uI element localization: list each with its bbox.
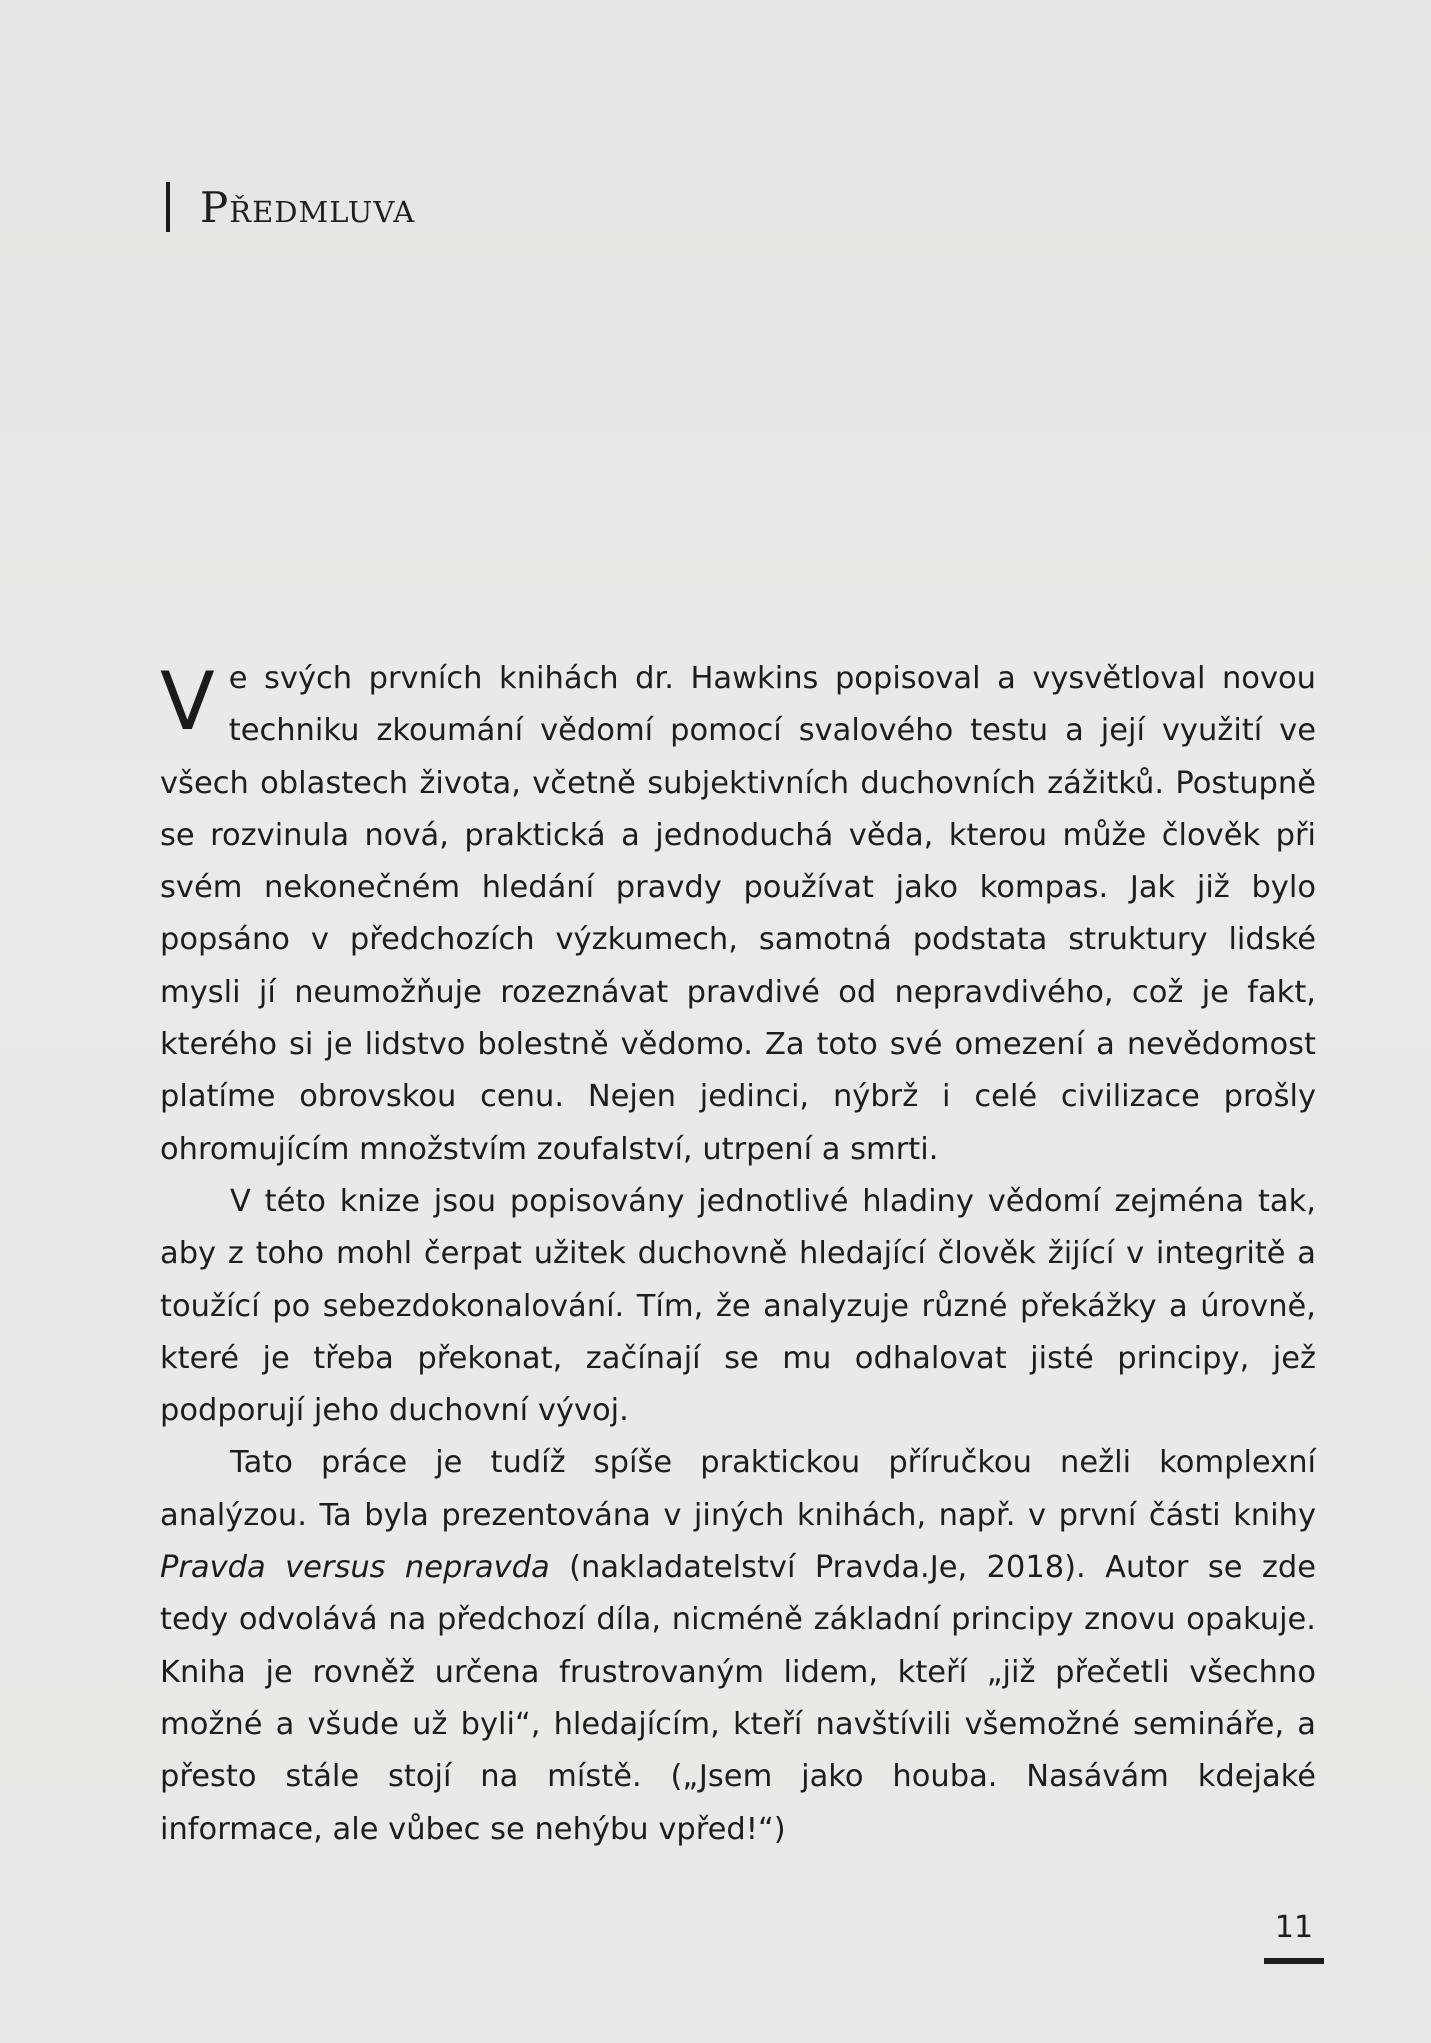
chapter-heading bbox=[166, 182, 415, 232]
chapter-title: Předmluva bbox=[200, 182, 416, 232]
paragraph-1-text: e svých prvních knihách dr. Hawkins popisoval a vysvětloval novou techniku zkoumání vědomí pomocí svalového testu a její využití ve všech oblastech života, včetně subjektivních duchovních zážitků. Postupně se rozvinula nová, praktická a jednoduchá věda, kterou může člověk při svém nekonečném hledání pravdy používat jako kompas. Jak již bylo popsáno v předchozích výzkumech, samotná podstata struktury lidské mysli jí neumožňuje rozeznávat pravdivé od nepravdivého, což je fakt, kterého si je lidstvo bolestně vědomo. Za toto své omezení a nevědomost platíme obrovskou cenu. Nejen jedinci, nýbrž i celé civilizace prošly ohromujícím množstvím zoufalství, utrpení a smrti. bbox=[160, 661, 1316, 1167]
paragraph-2: V této knize jsou popisovány jednotlivé hladiny vědomí zejména tak, aby z toho mohl čerpat užitek duchovně hledající člověk žijící v integritě a toužící po sebezdokonalování. Tím, že analyzuje různé překážky a úrovně, které je třeba překonat, začínají se mu odhalovat jisté principy, jež podporují jeho duchovní vývoj. bbox=[160, 1183, 1316, 1429]
paragraph-3 bbox=[160, 1437, 1316, 1855]
paragraph-3-text-start: Tato práce je tudíž spíše praktickou příručkou nežli komplexní analýzou. Ta byla prezentována v jiných knihách, např. v první části knihy bbox=[160, 1445, 1316, 1533]
heading-bar bbox=[166, 182, 170, 232]
page-number-underline bbox=[1264, 1958, 1324, 1964]
paragraph-3-text-end: (nakladatelství Pravda.Je, 2018). Autor se zde tedy odvolává na předchozí díla, nicméně základní principy znovu opakuje. Kniha je rovněž určena frustrovaným lidem, kteří „již přečetli všechno možné a všude už byli“, hledajícím, kteří navštívili všemožné semináře, a přesto stále stojí na místě. („Jsem jako houba. Nasávám kdejaké informace, ale vůbec se nehýbu vpřed!“) bbox=[160, 1550, 1316, 1847]
body-text bbox=[160, 653, 1316, 1856]
book-title-italic: Pravda versus nepravda bbox=[160, 1550, 550, 1586]
page-number: 11 bbox=[1274, 1910, 1314, 1945]
paragraph-1 bbox=[160, 653, 1316, 1176]
drop-cap: V bbox=[160, 655, 215, 748]
